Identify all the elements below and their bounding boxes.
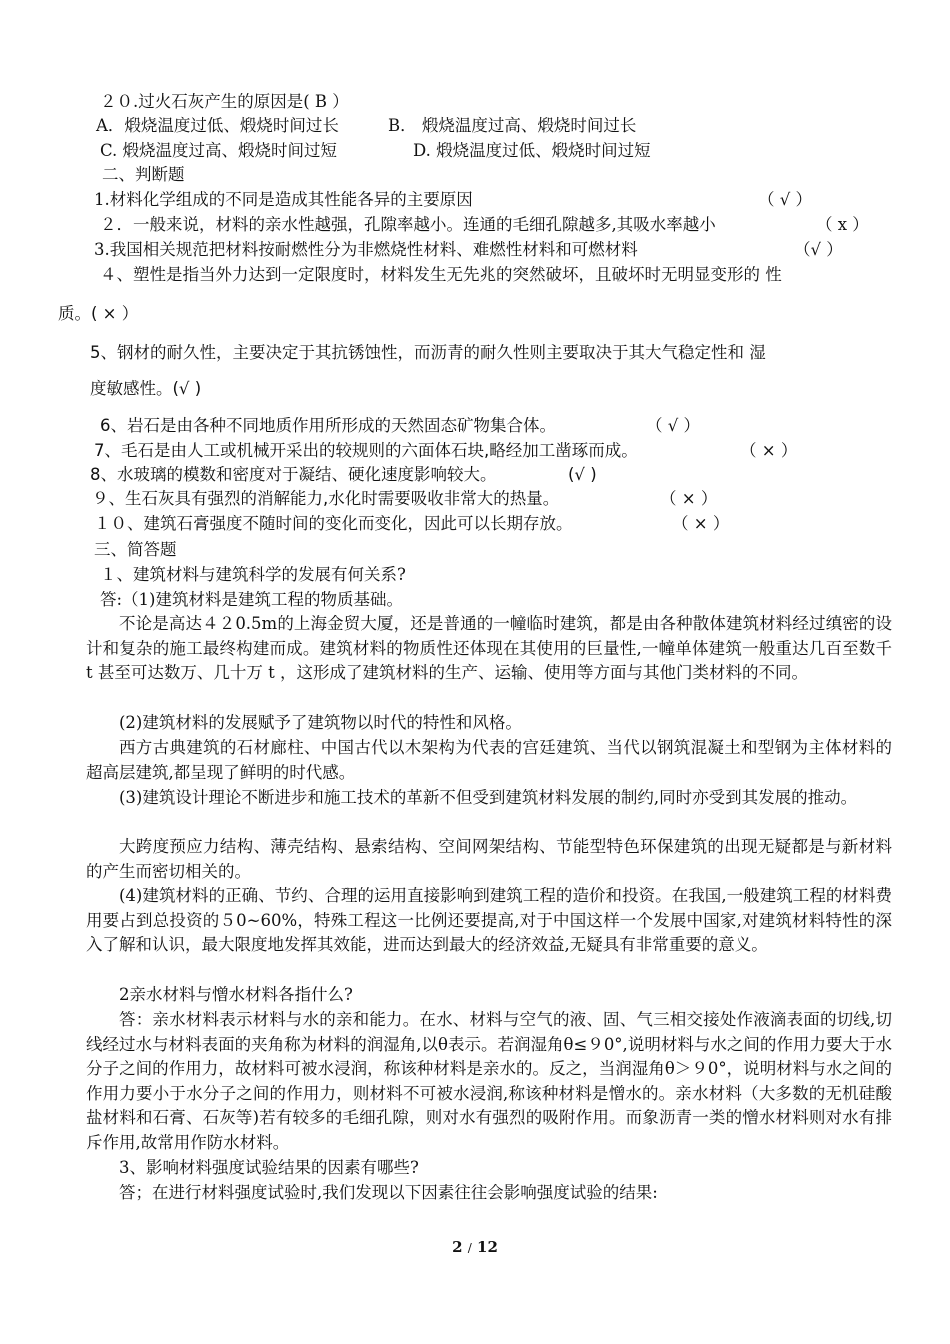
judge-mark-3: （√ ） <box>794 240 843 259</box>
judge-item-5: 5、钢材的耐久性，主要决定于其抗锈蚀性，而沥青的耐久性则主要取决于其大气稳定性和 湿 <box>90 343 766 362</box>
judge-item-2: ２．一般来说，材料的亲水性越强，孔隙率越小。连通的毛细孔隙越多,其吸水率越小 <box>100 215 716 234</box>
judge-item-1: 1.材料化学组成的不同是造成其性能各异的主要原因 <box>94 190 473 209</box>
judge-mark-9: （ × ） <box>660 489 718 508</box>
judge-item-10: １０、建筑石膏强度不随时间的变化而变化，因此可以长期存放。 <box>94 514 573 533</box>
page-current: 2 <box>452 1238 463 1256</box>
q20-option-a: A．煅烧温度过低、煅烧时间过长 <box>96 116 339 135</box>
judge-item-7: 7、毛石是由人工或机械开采出的较规则的六面体石块,略经加工凿琢而成。 <box>94 441 638 460</box>
q1-paragraph-5: 大跨度预应力结构、薄壳结构、悬索结构、空间网架结构、节能型特色环保建筑的出现无疑都是与新材料的产生而密切相关的。 <box>86 837 892 881</box>
page-number <box>0 1238 950 1256</box>
q1-paragraph-3: 西方古典建筑的石材廊柱、中国古代以木架构为代表的宫廷建筑、当代以钢筑混凝土和型钢为主体材料的超高层建筑,都呈现了鲜明的时代感。 <box>86 738 892 782</box>
q1-question: １、建筑材料与建筑科学的发展有何关系? <box>100 565 406 584</box>
judge-mark-10: （ × ） <box>672 514 730 533</box>
judge-item-8: 8、水玻璃的模数和密度对于凝结、硬化速度影响较大。 <box>90 465 497 484</box>
judge-item-9: ９、生石灰具有强烈的消解能力,水化时需要吸收非常大的热量。 <box>92 489 560 508</box>
q20-option-b: B． 煅烧温度过高、煅烧时间过长 <box>388 116 637 135</box>
q2-question: 2亲水材料与憎水材料各指什么? <box>119 985 353 1004</box>
q1-paragraph-6: (4)建筑材料的正确、节约、合理的运用直接影响到建筑工程的造价和投资。在我国,一般建筑工程的材料费用要占到总投资的５0~60%，特殊工程这一比例还要提高,对于中国这样一个发展中国家,对建筑材料特性的深入了解和认识，最大限度地发挥其效能，进而达到最大的经济效益,无疑具有非常重要的意义。 <box>86 886 892 955</box>
q3-question: 3、影响材料强度试验结果的因素有哪些? <box>119 1158 419 1177</box>
judge-mark-6: （ √ ） <box>646 416 701 435</box>
page-total: 12 <box>477 1238 498 1256</box>
judge-mark-1: （ √ ） <box>758 190 813 209</box>
q1-paragraph-1: 不论是高达４２0.5m的上海金贸大厦，还是普通的一幢临时建筑，都是由各种散体建筑材料经过缜密的设计和复杂的施工最终构建而成。建筑材料的物质性还体现在其使用的巨量性,一幢单体建筑一般重达几百至数千 t 甚至可达数万、几十万 t ，这形成了建筑材料的生产、运输、使用等方面与其他门类材料的不同。 <box>86 614 892 683</box>
q2-answer: 答：亲水材料表示材料与水的亲和能力。在水、材料与空气的液、固、气三相交接处作液滴表面的切线,切线经过水与材料表面的夹角称为材料的润湿角,以θ表示。若润湿角θ≤９0°,说明材料与水之间的作用力要大于水分子之间的作用力，故材料可被水浸润，称该种材料是亲水的。反之，当润湿角θ＞９0°，说明材料与水之间的作用力要小于水分子之间的作用力，则材料不可被水浸润,称该种材料是憎水的。亲水材料（大多数的无机硅酸盐材料和石膏、石灰等)若有较多的毛细孔隙，则对水有强烈的吸附作用。而象沥青一类的憎水材料则对水有排斥作用,故常用作防水材料。 <box>86 1010 892 1152</box>
judge-item-4-cont: 质。( × ） <box>58 304 139 323</box>
q20-option-d: D. 煅烧温度过低、煅烧时间过短 <box>413 141 651 160</box>
section2-heading: 二、判断题 <box>102 165 185 184</box>
page-separator: / <box>467 1241 472 1255</box>
q20-option-c: C. 煅烧温度过高、煅烧时间过短 <box>100 141 338 160</box>
judge-mark-8: (√ ) <box>568 465 597 484</box>
judge-item-6: 6、岩石是由各种不同地质作用所形成的天然固态矿物集合体。 <box>100 416 556 435</box>
q1-paragraph-4: (3)建筑设计理论不断进步和施工技术的革新不但受到建筑材料发展的制约,同时亦受到其发展的推动。 <box>119 788 858 807</box>
judge-item-3: 3.我国相关规范把材料按耐燃性分为非燃烧性材料、难燃性材料和可燃材料 <box>94 240 638 259</box>
q1-answer-intro: 答:（1)建筑材料是建筑工程的物质基础。 <box>100 590 403 609</box>
judge-item-4: ４、塑性是指当外力达到一定限度时，材料发生无先兆的突然破坏，且破坏时无明显变形的 性 <box>100 265 782 284</box>
judge-mark-7: （ × ） <box>740 441 798 460</box>
section3-heading: 三、简答题 <box>94 540 177 559</box>
q1-paragraph-2: (2)建筑材料的发展赋予了建筑物以时代的特性和风格。 <box>119 713 522 732</box>
judge-mark-2: （ x ） <box>816 215 869 234</box>
q3-answer: 答；在进行材料强度试验时,我们发现以下因素往往会影响强度试验的结果: <box>119 1183 658 1202</box>
judge-item-5-cont: 度敏感性。(√ ) <box>90 379 202 398</box>
q20-stem: ２０.过火石灰产生的原因是( B ） <box>100 92 349 111</box>
